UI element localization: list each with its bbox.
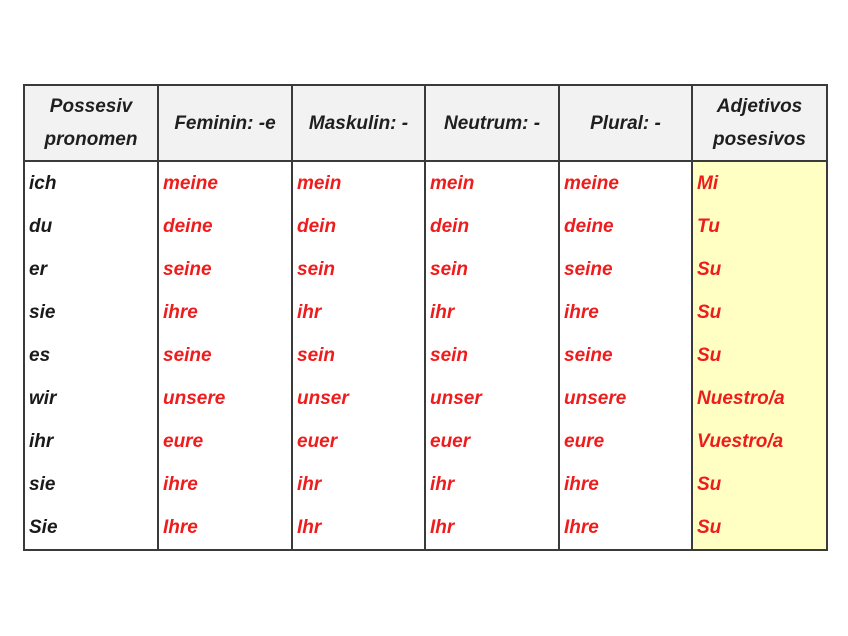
header-plural: Plural: - [559, 85, 692, 161]
table-row [24, 205, 827, 248]
cell-pronoun: Sie [24, 506, 158, 550]
table-header-row [24, 85, 827, 161]
cell-feminin: seine [158, 334, 292, 377]
cell-maskulin: dein [292, 205, 425, 248]
cell-spanish: Su [692, 506, 827, 550]
cell-maskulin: mein [292, 161, 425, 205]
table-row [24, 334, 827, 377]
header-maskulin: Maskulin: - [292, 85, 425, 161]
cell-spanish: Tu [692, 205, 827, 248]
cell-feminin: ihre [158, 291, 292, 334]
table-row [24, 420, 827, 463]
cell-spanish: Vuestro/a [692, 420, 827, 463]
cell-pronoun: du [24, 205, 158, 248]
cell-maskulin: unser [292, 377, 425, 420]
cell-plural: deine [559, 205, 692, 248]
cell-neutrum: dein [425, 205, 559, 248]
cell-feminin: Ihre [158, 506, 292, 550]
cell-pronoun: es [24, 334, 158, 377]
cell-maskulin: ihr [292, 291, 425, 334]
cell-pronoun: sie [24, 291, 158, 334]
cell-plural: meine [559, 161, 692, 205]
cell-plural: seine [559, 334, 692, 377]
cell-neutrum: ihr [425, 463, 559, 506]
cell-maskulin: sein [292, 248, 425, 291]
cell-maskulin: sein [292, 334, 425, 377]
header-neutrum: Neutrum: - [425, 85, 559, 161]
header-possesiv-pronomen: Possesiv pronomen [24, 85, 158, 161]
table-row [24, 291, 827, 334]
header-adjetivos-posesivos: Adjetivos posesivos [692, 85, 827, 161]
table-row [24, 463, 827, 506]
cell-maskulin: euer [292, 420, 425, 463]
cell-neutrum: Ihr [425, 506, 559, 550]
cell-pronoun: ich [24, 161, 158, 205]
table-row [24, 248, 827, 291]
cell-neutrum: unser [425, 377, 559, 420]
cell-spanish: Su [692, 463, 827, 506]
possessive-pronoun-table [23, 84, 828, 551]
cell-spanish: Mi [692, 161, 827, 205]
table-row [24, 161, 827, 205]
table-body [24, 161, 827, 550]
cell-feminin: meine [158, 161, 292, 205]
cell-pronoun: sie [24, 463, 158, 506]
table-row [24, 377, 827, 420]
cell-spanish: Su [692, 334, 827, 377]
cell-feminin: ihre [158, 463, 292, 506]
cell-plural: seine [559, 248, 692, 291]
cell-pronoun: ihr [24, 420, 158, 463]
cell-neutrum: sein [425, 248, 559, 291]
cell-plural: eure [559, 420, 692, 463]
cell-plural: Ihre [559, 506, 692, 550]
cell-neutrum: ihr [425, 291, 559, 334]
cell-neutrum: sein [425, 334, 559, 377]
cell-neutrum: mein [425, 161, 559, 205]
cell-pronoun: er [24, 248, 158, 291]
cell-feminin: eure [158, 420, 292, 463]
cell-feminin: unsere [158, 377, 292, 420]
cell-feminin: deine [158, 205, 292, 248]
cell-maskulin: Ihr [292, 506, 425, 550]
header-feminin: Feminin: -e [158, 85, 292, 161]
cell-neutrum: euer [425, 420, 559, 463]
cell-spanish: Nuestro/a [692, 377, 827, 420]
cell-spanish: Su [692, 291, 827, 334]
cell-plural: ihre [559, 463, 692, 506]
cell-spanish: Su [692, 248, 827, 291]
table-row [24, 506, 827, 550]
cell-maskulin: ihr [292, 463, 425, 506]
cell-pronoun: wir [24, 377, 158, 420]
cell-feminin: seine [158, 248, 292, 291]
cell-plural: unsere [559, 377, 692, 420]
cell-plural: ihre [559, 291, 692, 334]
